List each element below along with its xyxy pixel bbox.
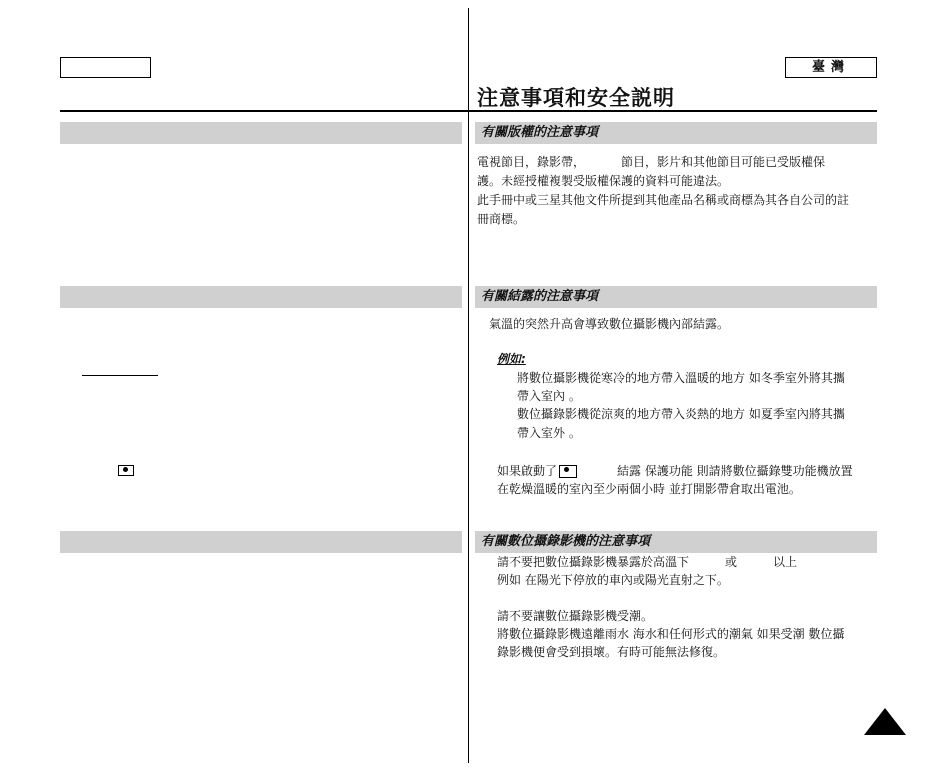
camcorder-line-3: 請不要讓數位攝錄影機受潮。 — [497, 609, 654, 623]
condensation-note-b: 結露 保護功能 則請將數位攝錄雙功能機放置 — [617, 464, 853, 478]
camcorder-line-5: 錄影機便會受到損壞。有時可能無法修復。 — [497, 645, 726, 659]
condensation-note-a: 如果啟動了 — [497, 464, 558, 478]
condensation-note-line-2: 在乾燥溫暖的室內至少兩個小時 並打開影帶倉取出電池。 — [497, 482, 801, 496]
language-box-right: 臺灣 — [785, 57, 877, 78]
copyright-line-3: 此手冊中或三星其他文件所提到其他產品名稱或商標為其各自公司的註 — [477, 193, 850, 207]
copyright-line-1b: 節目，影片和其他節目可能已受版權保 — [621, 155, 826, 169]
left-underline — [82, 375, 158, 376]
example-1-line-1: 將數位攝影機從寒冷的地方帶入溫暖的地方 如冬季室外將其攜 — [517, 371, 845, 385]
camcorder-line-1c: 以上 — [773, 555, 798, 569]
condensation-inline-icon — [559, 465, 577, 478]
example-label: 例如: — [497, 352, 526, 366]
left-section-bar-1 — [60, 122, 462, 144]
language-box-left — [60, 57, 151, 78]
camcorder-line-4: 將數位攝錄影機遠離雨水 海水和任何形式的潮氣 如果受潮 數位攝 — [497, 627, 845, 641]
example-1-line-2: 帶入室內 。 — [517, 389, 581, 403]
camcorder-line-2: 例如 在陽光下停放的車內或陽光直射之下。 — [497, 573, 729, 587]
section-heading-camcorder: 有關數位攝錄影機的注意事項 — [475, 531, 877, 553]
condensation-note-line-1 — [497, 462, 853, 481]
continue-triangle-icon — [864, 708, 906, 735]
section-heading-condensation: 有關結露的注意事項 — [475, 286, 877, 308]
section-heading-copyright: 有關版權的注意事項 — [475, 122, 877, 144]
left-section-bar-2 — [60, 286, 462, 308]
condensation-icon — [118, 465, 134, 476]
left-section-bar-3 — [60, 531, 462, 553]
copyright-line-1a: 電視節目，錄影帶， — [477, 155, 586, 169]
column-divider — [468, 8, 469, 763]
camcorder-line-1 — [497, 553, 797, 572]
copyright-line-2: 護。未經授權複製受版權保護的資料可能違法。 — [477, 174, 730, 188]
copyright-line-1 — [477, 153, 825, 172]
page-title: 注意事項和安全説明 — [477, 86, 675, 110]
condensation-intro: 氣溫的突然升高會導致數位攝影機內部結露。 — [489, 317, 730, 331]
example-2-line-1: 數位攝錄影機從涼爽的地方帶入炎熱的地方 如夏季室內將其攜 — [517, 407, 845, 421]
example-2-line-2: 帶入室外 。 — [517, 426, 581, 440]
camcorder-line-1a: 請不要把數位攝錄影機暴露於高溫下 — [497, 555, 690, 569]
copyright-line-4: 冊商標。 — [477, 212, 526, 226]
camcorder-line-1b: 或 — [725, 555, 738, 569]
